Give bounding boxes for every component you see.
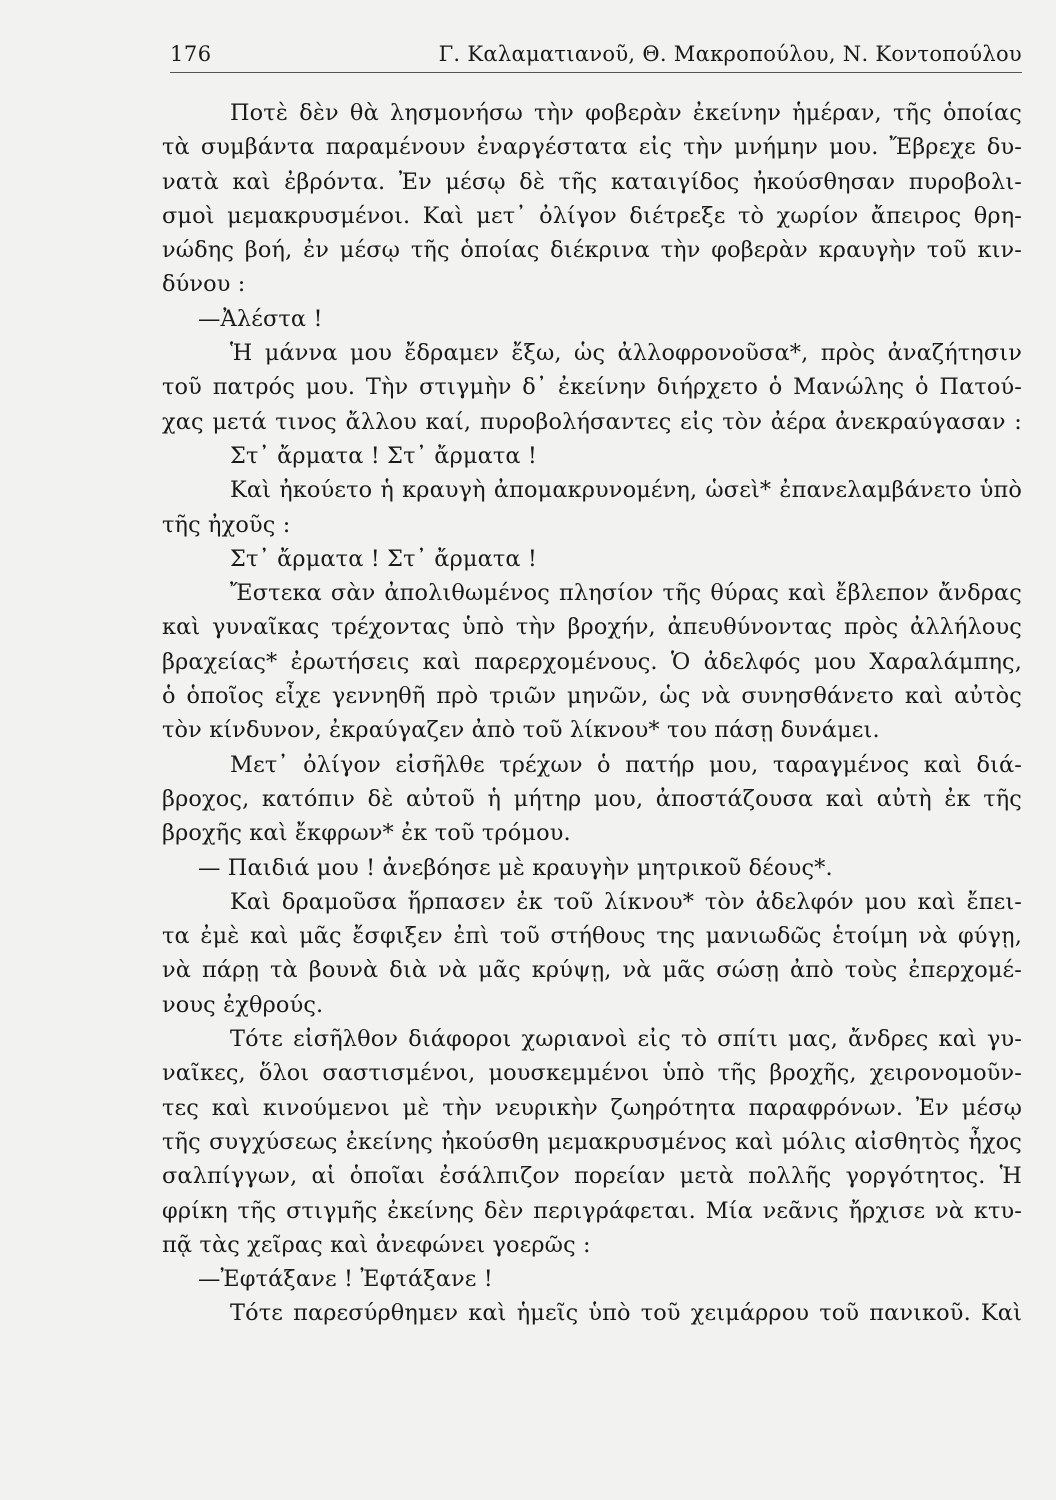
- text-line: φρίκη τῆς στιγμῆς ἐκείνης δὲν περιγράφεται. Μία νεᾶνις ἤρχισε νὰ κτυ-: [162, 1197, 1022, 1224]
- text-line: Τότε εἰσῆλθον διάφοροι χωριανοὶ εἰς τὸ σπίτι μας, ἄνδρες καὶ γυ-: [230, 1026, 1022, 1053]
- text-line: νους ἐχθρούς.: [162, 991, 324, 1018]
- text-line: — Παιδιά μου ! ἀνεβόησε μὲ κραυγὴν μητρικοῦ δέους*.: [198, 854, 833, 881]
- text-line: τὰ συμβάντα παραμένουν ἐναργέστατα εἰς τὴν μνήμην μου. Ἔβρεχε δυ-: [162, 134, 1022, 161]
- text-line: τῆς συγχύσεως ἐκείνης ἠκούσθη μεμακρυσμένος καὶ μόλις αἰσθητὸς ἦχος: [162, 1128, 1022, 1155]
- text-line: βραχείας* ἐρωτήσεις καὶ παρερχομένους. Ὁ ἀδελφός μου Χαραλάμπης,: [162, 648, 1022, 675]
- text-line: πᾷ τὰς χεῖρας καὶ ἀνεφώνει γοερῶς :: [162, 1231, 591, 1258]
- text-line: σαλπίγγων, αἱ ὁποῖαι ἐσάλπιζον πορείαν μετὰ πολλῆς γοργότητος. Ἡ: [162, 1163, 1022, 1190]
- text-line: τὸν κίνδυνον, ἐκραύγαζεν ἀπὸ τοῦ λίκνου* του πάσῃ δυνάμει.: [162, 717, 880, 744]
- page-number: 176: [170, 42, 212, 66]
- text-line: Στ᾿ ἄρματα ! Στ᾿ ἄρματα !: [230, 545, 538, 572]
- running-head: Γ. Καλαματιανοῦ, Θ. Μακροπούλου, Ν. Κοντοπούλου: [438, 42, 1022, 66]
- page-header: [170, 38, 1022, 73]
- text-line: Στ᾿ ἄρματα ! Στ᾿ ἄρματα !: [230, 442, 538, 469]
- text-line: τῆς ἠχοῦς :: [162, 511, 291, 538]
- text-line: δύνου :: [162, 271, 246, 298]
- text-line: τα ἐμὲ καὶ μᾶς ἔσφιξεν ἐπὶ τοῦ στήθους της μανιωδῶς ἑτοίμη νὰ φύγῃ,: [162, 923, 1022, 950]
- text-line: Μετ᾿ ὀλίγον εἰσῆλθε τρέχων ὁ πατήρ μου, ταραγμένος καὶ διά-: [230, 751, 1022, 778]
- text-line: —Ἀλέστα !: [198, 305, 323, 332]
- text-line: Ποτὲ δὲν θὰ λησμονήσω τὴν φοβερὰν ἐκείνην ἡμέραν, τῆς ὁποίας: [230, 100, 1022, 126]
- text-line: σμοὶ μεμακρυσμένοι. Καὶ μετ᾿ ὀλίγον διέτρεξε τὸ χωρίον ἄπειρος θρη-: [162, 202, 1022, 229]
- text-line: Τότε παρεσύρθημεν καὶ ἡμεῖς ὑπὸ τοῦ χειμάρρου τοῦ πανικοῦ. Καὶ: [230, 1300, 1022, 1327]
- text-line: Ἡ μάννα μου ἔδραμεν ἔξω, ὡς ἀλλοφρονοῦσα*, πρὸς ἀναζήτησιν: [230, 340, 1022, 367]
- text-line: καὶ γυναῖκας τρέχοντας ὑπὸ τὴν βροχήν, ἀπευθύνοντας πρὸς ἀλλήλους: [162, 614, 1022, 641]
- text-line: βροχος, κατόπιν δὲ αὐτοῦ ἡ μήτηρ μου, ἀποστάζουσα καὶ αὐτὴ ἐκ τῆς: [162, 785, 1022, 812]
- text-line: Ἔστεκα σὰν ἀπολιθωμένος πλησίον τῆς θύρας καὶ ἔβλεπον ἄνδρας: [230, 580, 1022, 607]
- text-line: Καὶ ἠκούετο ἡ κραυγὴ ἀπομακρυνομένη, ὡσεὶ* ἐπανελαμβάνετο ὑπὸ: [230, 477, 1022, 504]
- text-line: βροχῆς καὶ ἔκφρων* ἐκ τοῦ τρόμου.: [162, 820, 571, 847]
- text-line: τες καὶ κινούμενοι μὲ τὴν νευρικὴν ζωηρότητα παραφρόνων. Ἐν μέσῳ: [162, 1094, 1022, 1121]
- body-text: [162, 96, 1022, 1331]
- text-line: χας μετά τινος ἄλλου καί, πυροβολήσαντες εἰς τὸν ἀέρα ἀνεκραύγασαν :: [162, 408, 1022, 435]
- text-line: ὁ ὁποῖος εἶχε γεννηθῆ πρὸ τριῶν μηνῶν, ὡς νὰ συνησθάνετο καὶ αὐτὸς: [162, 683, 1022, 710]
- text-line: νατὰ καὶ ἐβρόντα. Ἐν μέσῳ δὲ τῆς καταιγίδος ἠκούσθησαν πυροβολι-: [162, 168, 1022, 195]
- text-line: —Ἐφτάξανε ! Ἐφτάξανε !: [198, 1266, 493, 1293]
- text-line: Καὶ δραμοῦσα ἥρπασεν ἐκ τοῦ λίκνου* τὸν ἀδελφόν μου καὶ ἔπει-: [230, 888, 1022, 915]
- text-line: τοῦ πατρός μου. Τὴν στιγμὴν δ᾿ ἐκείνην διήρχετο ὁ Μανώλης ὁ Πατού-: [162, 374, 1022, 401]
- text-line: ναῖκες, ὅλοι σαστισμένοι, μουσκεμμένοι ὑπὸ τῆς βροχῆς, χειρονομοῦν-: [162, 1060, 1022, 1087]
- text-line: νώδης βοή, ἐν μέσῳ τῆς ὁποίας διέκρινα τὴν φοβερὰν κραυγὴν τοῦ κιν-: [162, 237, 1022, 264]
- text-line: νὰ πάρῃ τὰ βουνὰ διὰ νὰ μᾶς κρύψῃ, νὰ μᾶς σώσῃ ἀπὸ τοὺς ἐπερχομέ-: [162, 957, 1022, 984]
